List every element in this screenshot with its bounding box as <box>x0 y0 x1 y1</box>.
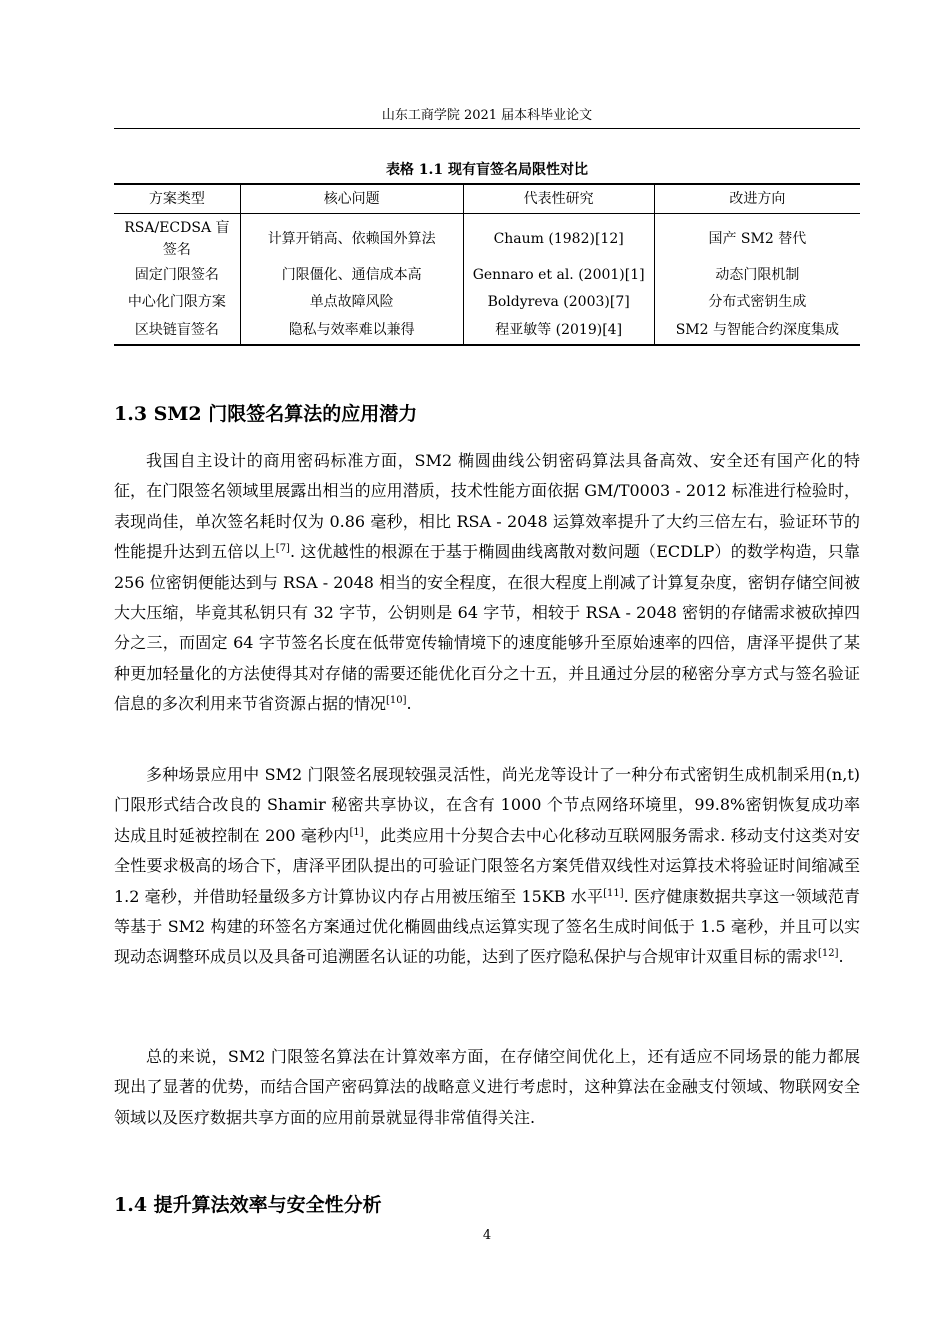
table-cell: RSA/ECDSA 盲签名 <box>124 220 230 258</box>
column-header: 方案类型 <box>114 184 240 214</box>
table-caption: 表格 1.1 现有盲签名局限性对比 <box>385 162 589 178</box>
paragraph <box>114 446 860 720</box>
citation-ref: [12] <box>818 948 839 960</box>
table-cell: 单点故障风险 <box>240 288 463 316</box>
table-cell: 程亚敏等 (2019)[4] <box>463 316 654 345</box>
paragraph-text: ，此类应用十分契合去中心化移动互联网服务需求. 移动支付这类对安全性要求极高的场合下，唐泽平团队提出的可验证门限签名方案凭借双线性对运算技术将验证时间缩减至 1.2 毫秒，并借助轻量级多方计算协议内存占用被压缩至 15KB 水平 <box>114 825 860 906</box>
section-heading-1-3: 1.3 SM2 门限签名算法的应用潜力 <box>114 403 418 425</box>
table-cell: 分布式密钥生成 <box>654 288 860 316</box>
table-cell: 区块链盲签名 <box>114 316 240 345</box>
citation-ref: [11] <box>603 887 624 899</box>
section-heading-1-4: 1.4 提升算法效率与安全性分析 <box>114 1194 382 1216</box>
table-cell: 中心化门限方案 <box>127 294 226 310</box>
paragraph-text: 我国自主设计的商用密码标准方面，SM2 椭圆曲线公钥密码算法具备高效、安全还有国产化的特征，在门限签名领域里展露出相当的应用潜质，技术性能方面依据 GM/T0003 - 2012 标准进行检验时，表现尚佳，单次签名耗时仅为 0.86 毫秒，相比 RSA - 2048 运算效率提升了大约三倍左右，验证环节的性能提升达到五倍以上 <box>114 451 860 562</box>
table-cell: 计算开销高、依赖国外算法 <box>240 214 463 263</box>
column-header: 代表性研究 <box>463 184 654 214</box>
table-header-row <box>114 184 860 214</box>
citation-ref: [1] <box>349 826 364 838</box>
table-cell: 门限僵化、通信成本高 <box>240 262 463 288</box>
paragraph-text: . <box>838 947 844 967</box>
paragraph-text: . <box>406 694 412 714</box>
table-row <box>114 316 860 345</box>
table-cell: Gennaro et al. (2001)[1] <box>463 262 654 288</box>
table-row <box>114 262 860 288</box>
column-header: 核心问题 <box>240 184 463 214</box>
comparison-table <box>114 183 860 346</box>
paragraph-text: . 医疗健康数据共享这一领域范青等基于 SM2 构建的环签名方案通过优化椭圆曲线点运算实现了签名生成时间低于 1.5 毫秒，并且可以实现动态调整环成员以及具备可追溯匿名认证的功能，达到了医疗隐私保护与合规审计双重目标的需求 <box>114 886 860 967</box>
table-cell: Chaum (1982)[12] <box>463 214 654 263</box>
column-header: 改进方向 <box>654 184 860 214</box>
citation-ref: [7] <box>275 543 290 555</box>
paragraph-text: . 这优越性的根源在于基于椭圆曲线离散对数问题（ECDLP）的数学构造，只靠 256 位密钥便能达到与 RSA - 2048 相当的安全程度，在很大程度上削减了计算复杂度，密钥存储空间被大大压缩，毕竟其私钥只有 32 字节，公钥则是 64 字节，相较于 RSA - 2048 密钥的存储需求被砍掉四分之三，而固定 64 字节签名长度在低带宽传输情境下的速度能够升至原始速率的四倍，唐泽平提供了某种更加轻量化的方法使得其对存储的需要还能优化百分之十五，并且通过分层的秘密分享方式与签名验证信息的多次利用来节省资源占据的情况 <box>114 542 860 714</box>
table-cell: Boldyreva (2003)[7] <box>463 288 654 316</box>
table-cell: 固定门限签名 <box>134 267 219 283</box>
table-cell: 隐私与效率难以兼得 <box>240 316 463 345</box>
table-cell: 国产 SM2 替代 <box>654 214 860 263</box>
header-rule <box>114 128 860 129</box>
citation-ref: [10] <box>386 695 407 707</box>
paragraph: 总的来说，SM2 门限签名算法在计算效率方面，在存储空间优化上，还有适应不同场景的能力都展现出了显著的优势，而结合国产密码算法的战略意义进行考虑时，这种算法在金融支付领域、物联网安全领域以及医疗数据共享方面的应用前景就显得非常值得关注. <box>114 1047 860 1127</box>
running-header: 山东工商学院 2021 届本科毕业论文 <box>381 108 593 123</box>
paragraph-text: 多种场景应用中 SM2 门限签名展现较强灵活性，尚光龙等设计了一种分布式密钥生成机制采用(n,t)门限形式结合改良的 Shamir 秘密共享协议，在含有 1000 个节点网络环境里，99.8%密钥恢复成功率达成且时延被控制在 200 毫秒内 <box>114 765 860 845</box>
table-row <box>114 288 860 316</box>
table-cell: 动态门限机制 <box>654 262 860 288</box>
page-number: 4 <box>482 1228 492 1243</box>
table-cell: SM2 与智能合约深度集成 <box>654 316 860 345</box>
paragraph <box>114 760 860 973</box>
table-row <box>114 214 860 263</box>
